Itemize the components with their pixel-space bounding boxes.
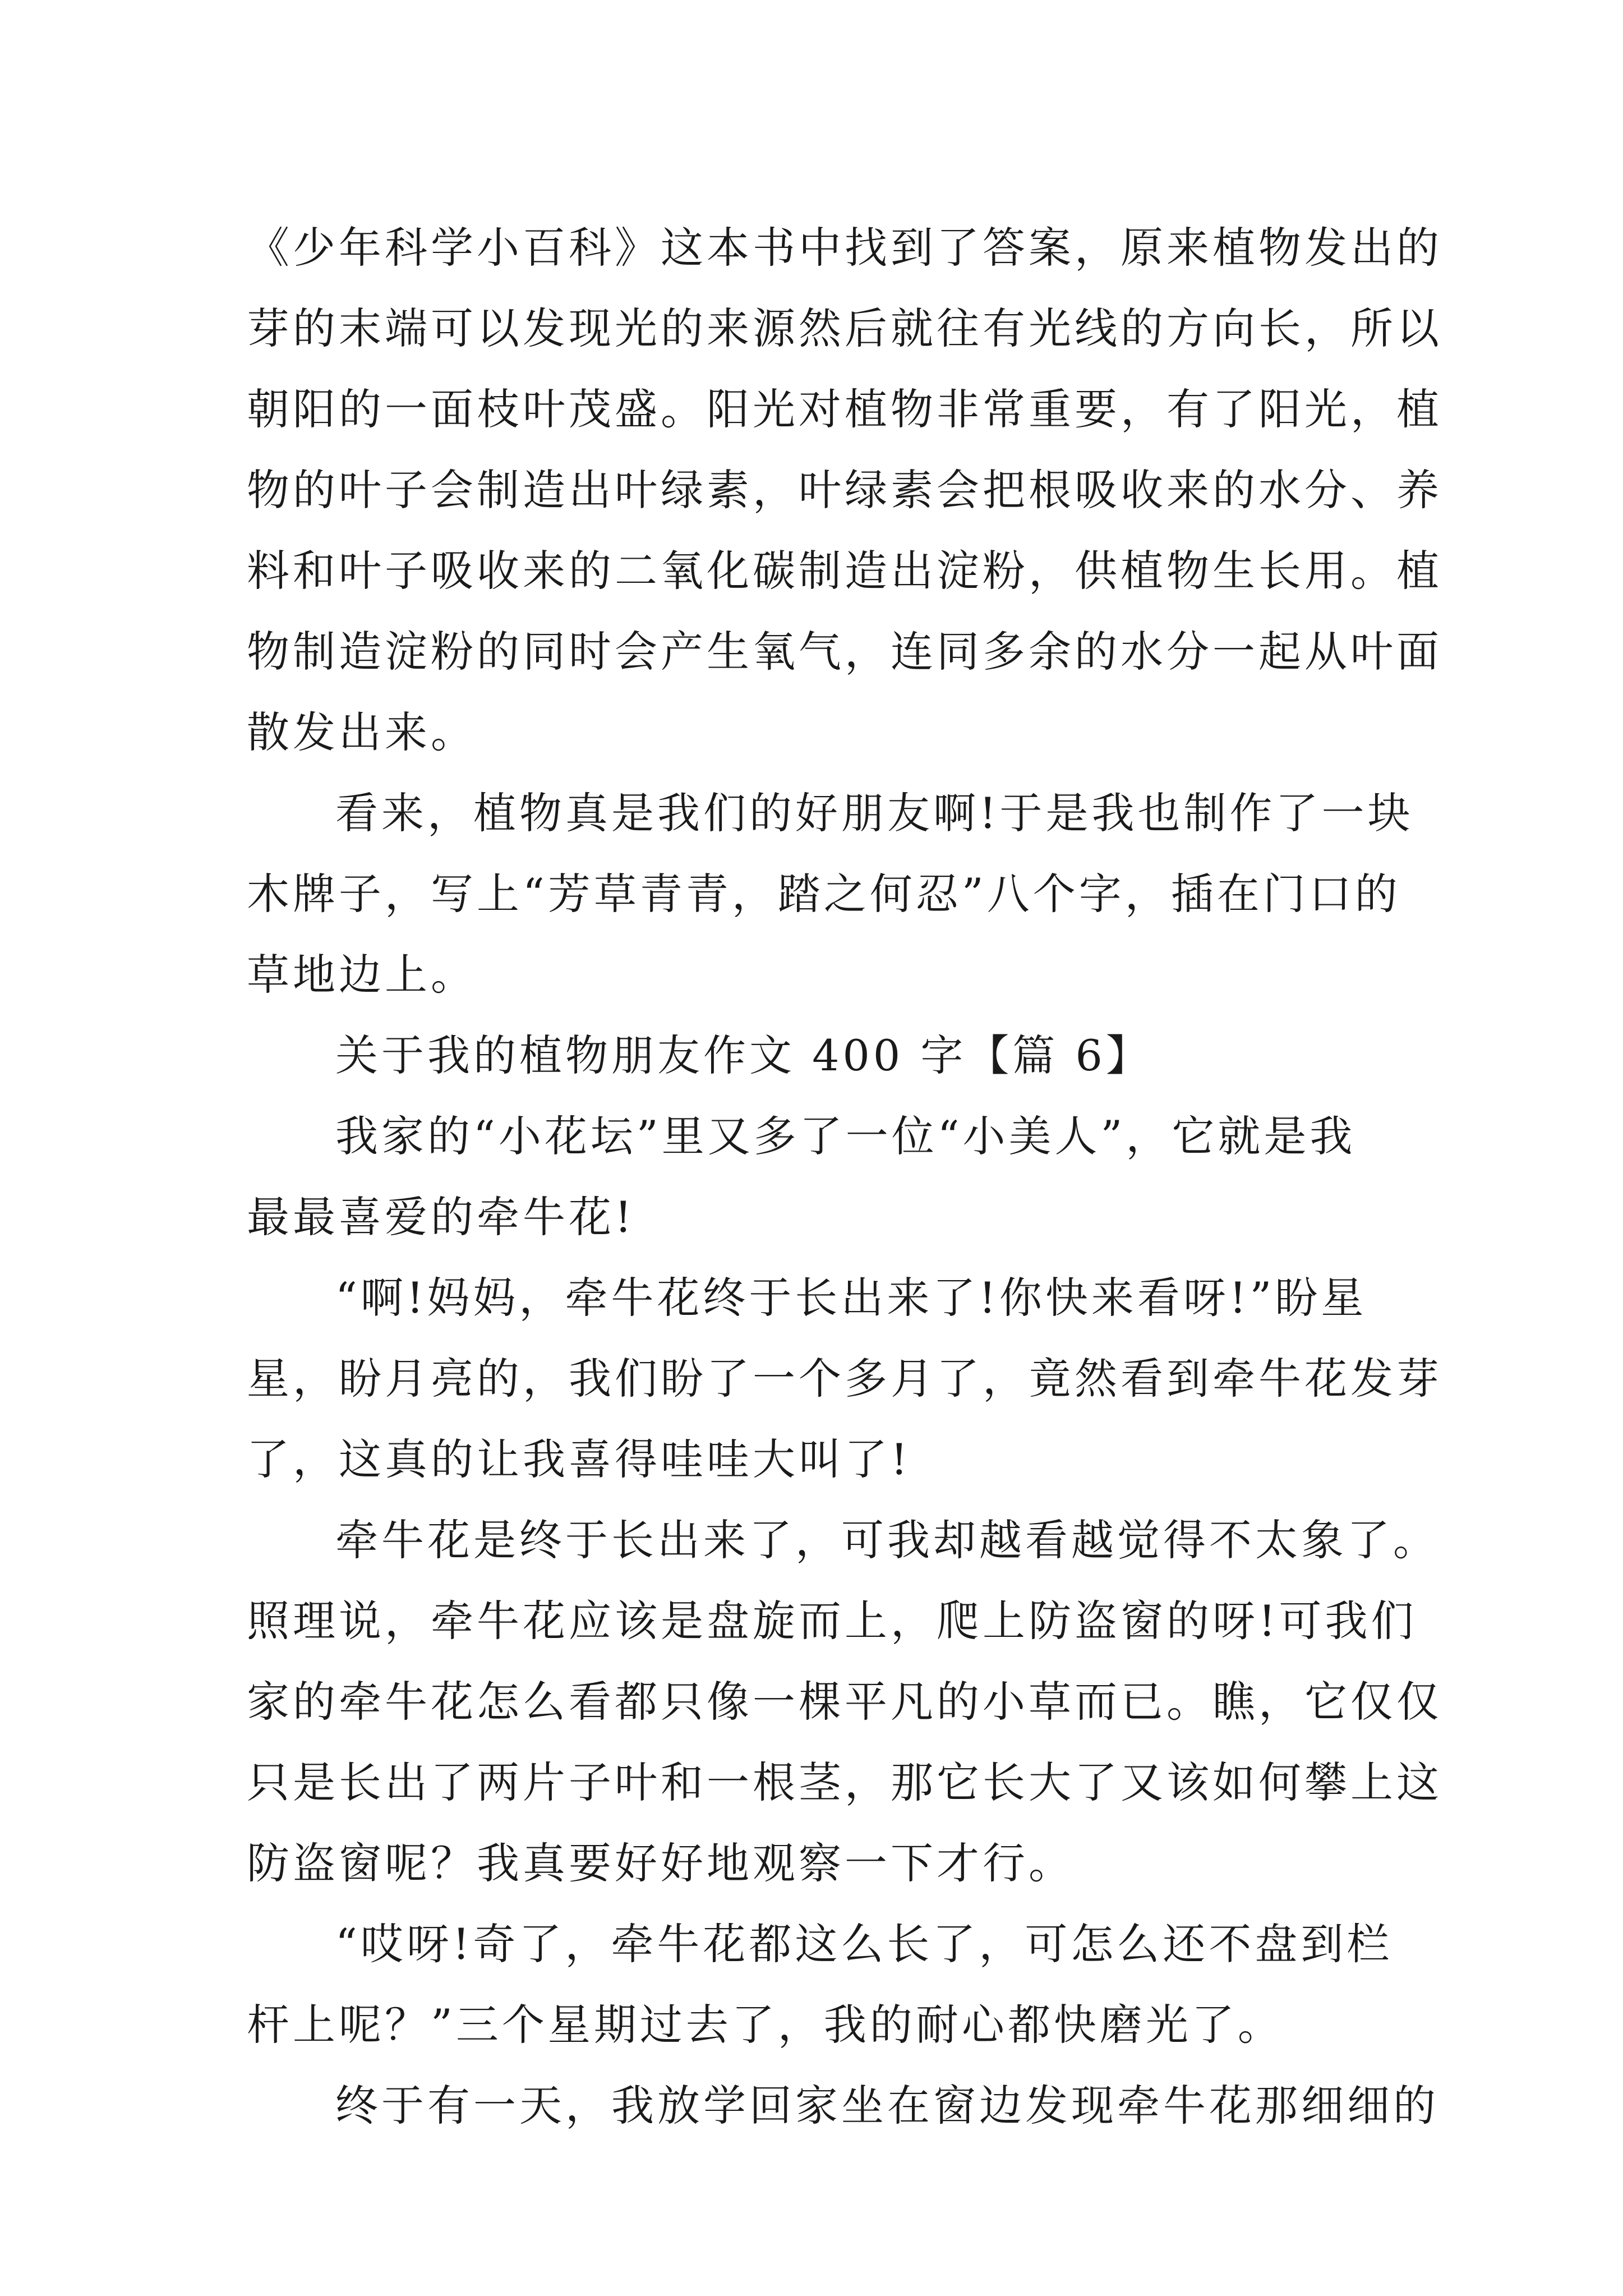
- text-line: 家的牵牛花怎么看都只像一棵平凡的小草而已。瞧，它仅仅: [247, 1677, 1442, 1727]
- text-line: 物的叶子会制造出叶绿素，叶绿素会把根吸收来的水分、养: [247, 465, 1442, 515]
- text-line: 物制造淀粉的同时会产生氧气，连同多余的水分一起从叶面: [247, 627, 1442, 677]
- text-line: 散发出来。: [247, 707, 477, 757]
- text-line: 照理说，牵牛花应该是盘旋而上，爬上防盗窗的呀!可我们: [247, 1596, 1417, 1646]
- text-line: 朝阳的一面枝叶茂盛。阳光对植物非常重要，有了阳光，植: [247, 384, 1442, 434]
- text-line: “啊!妈妈，牵牛花终于长出来了!你快来看呀!”盼星: [335, 1273, 1367, 1323]
- text-line: “哎呀!奇了，牵牛花都这么长了，可怎么还不盘到栏: [335, 1919, 1393, 1969]
- text-line: 了，这真的让我喜得哇哇大叫了!: [247, 1434, 911, 1484]
- text-line: 我家的“小花坛”里又多了一位“小美人”，它就是我: [335, 1111, 1356, 1161]
- text-line: 牵牛花是终于长出来了，可我却越看越觉得不太象了。: [335, 1515, 1439, 1565]
- text-line: 草地边上。: [247, 950, 477, 1000]
- text-line: 《少年科学小百科》这本书中找到了答案，原来植物发出的: [247, 223, 1442, 273]
- text-line: 只是长出了两片子叶和一根茎，那它长大了又该如何攀上这: [247, 1757, 1442, 1807]
- text-line: 料和叶子吸收来的二氧化碳制造出淀粉，供植物生长用。植: [247, 546, 1442, 596]
- section-heading: 关于我的植物朋友作文 400 字【篇 6】: [335, 1030, 1152, 1080]
- text-line: 终于有一天，我放学回家坐在窗边发现牵牛花那细细的: [335, 2081, 1439, 2131]
- text-line: 看来，植物真是我们的好朋友啊!于是我也制作了一块: [335, 788, 1414, 838]
- text-line: 木牌子，写上“芳草青青，踏之何忍”八个字，插在门口的: [247, 869, 1401, 919]
- text-line: 星，盼月亮的，我们盼了一个多月了，竟然看到牵牛花发芽: [247, 1354, 1442, 1404]
- text-line: 杆上呢？”三个星期过去了，我的耐心都快磨光了。: [247, 2000, 1284, 2050]
- body-text: [247, 208, 1442, 2146]
- text-line: 防盗窗呢？我真要好好地观察一下才行。: [247, 1838, 1075, 1888]
- text-line: 芽的末端可以发现光的来源然后就往有光线的方向长，所以: [247, 303, 1442, 353]
- text-line: 最最喜爱的牵牛花!: [247, 1192, 635, 1242]
